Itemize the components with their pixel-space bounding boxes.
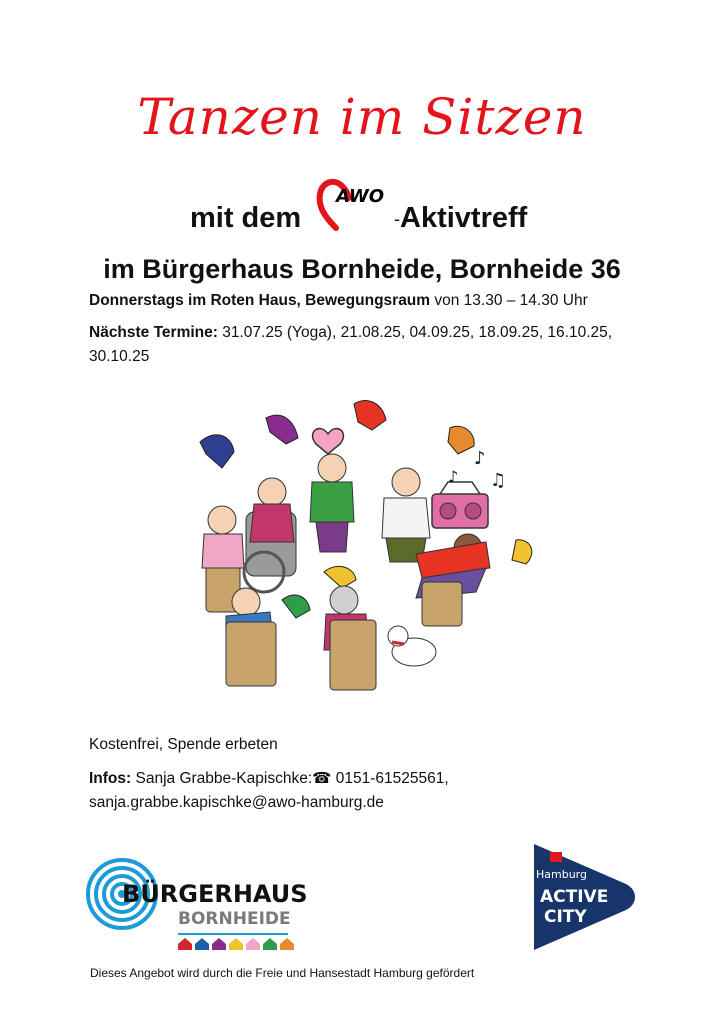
- phone-icon: ☎: [312, 770, 332, 787]
- svg-text:♫: ♫: [490, 470, 507, 491]
- hamburg-text: Hamburg: [536, 868, 587, 881]
- page-title: Tanzen im Sitzen: [137, 88, 587, 146]
- mit-dem-text: mit dem: [190, 202, 302, 234]
- city-text: CITY: [544, 907, 587, 927]
- location-heading: im Bürgerhaus Bornheide, Bornheide 36: [103, 254, 621, 284]
- bornheide-text: BORNHEIDE: [178, 909, 291, 929]
- house-icons-row: [178, 938, 294, 950]
- cost-text: Kostenfrei, Spende erbeten: [89, 736, 278, 753]
- awo-heart-logo: [316, 174, 388, 234]
- infos-text: Infos: Sanja Grabbe-Kapischke:☎ 0151-61525561, sanja.grabbe.kapischke@awo-hamburg.de: [89, 770, 449, 811]
- schedule-text: Donnerstags im Roten Haus, Bewegungsraum von 13.30 – 14.30 Uhr: [89, 292, 588, 309]
- seated-dance-illustration: [186, 392, 546, 704]
- dates-text: Nächste Termine: 31.07.25 (Yoga), 21.08.25, 04.09.25, 18.09.25, 16.10.25, 30.10.25: [89, 324, 613, 365]
- buergerhaus-text: BÜRGERHAUS: [122, 880, 308, 908]
- hamburg-active-city-logo: [522, 838, 642, 956]
- subtitle-line: [0, 182, 724, 242]
- aktivtreff-text: -Aktivtreff: [394, 202, 528, 234]
- email-text: sanja.grabbe.kapischke@awo-hamburg.de: [89, 794, 384, 811]
- awo-logo-text: AWO: [335, 186, 385, 207]
- svg-text:♪: ♪: [474, 448, 486, 469]
- active-text: ACTIVE: [540, 887, 609, 907]
- footer-note: Dieses Angebot wird durch die Freie und Hansestadt Hamburg gefördert: [90, 966, 475, 980]
- buergerhaus-bornheide-logo: [86, 852, 308, 952]
- svg-text:♪: ♪: [448, 467, 459, 486]
